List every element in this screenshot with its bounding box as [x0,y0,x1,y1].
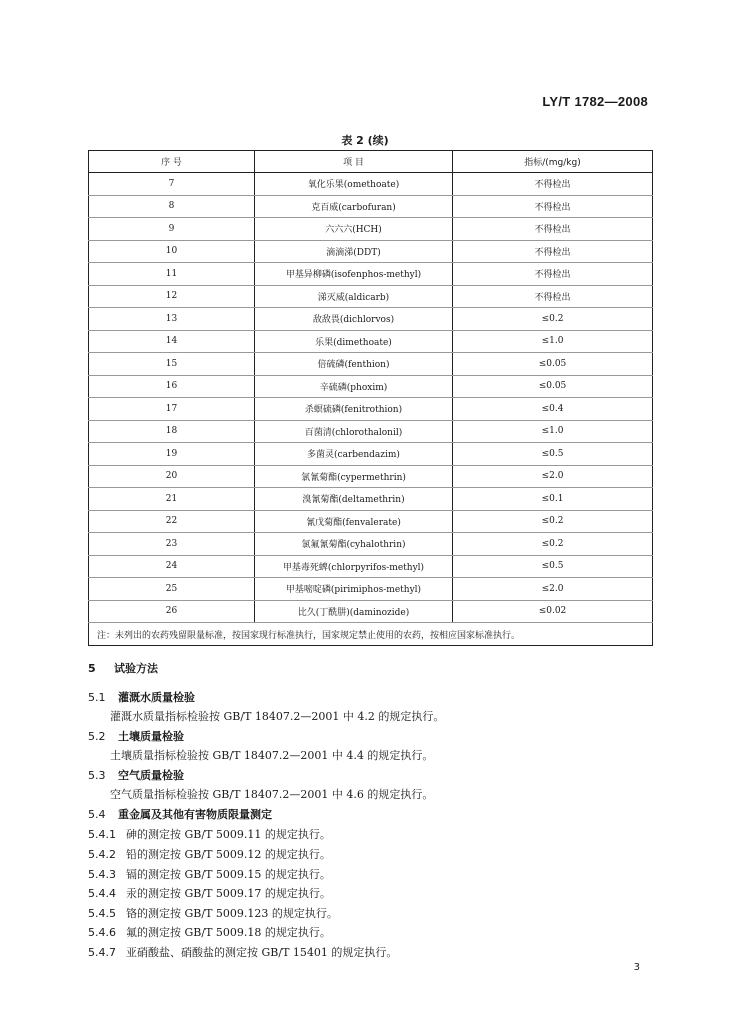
cell-number: 22 [89,510,255,533]
table-row [89,465,653,488]
cell-limit: 不得检出 [453,173,653,196]
cell-limit: ≤0.5 [453,443,653,466]
residue-limits-table [88,150,653,646]
cell-number: 15 [89,353,255,376]
cell-limit: 不得检出 [453,195,653,218]
section-text: 铬的测定按 GB/T 5009.123 的规定执行。 [126,907,338,920]
table-row [89,240,653,263]
cell-limit: ≤0.1 [453,488,653,511]
cell-number: 26 [89,600,255,623]
section-5-2-heading [88,728,184,744]
section-number: 5.4.6 [88,926,116,939]
cell-number: 11 [89,263,255,286]
table-row [89,330,653,353]
table-row [89,398,653,421]
table-row [89,195,653,218]
section-title: 空气质量检验 [118,769,184,782]
cell-limit: ≤2.0 [453,465,653,488]
cell-limit: ≤0.05 [453,375,653,398]
column-header-limit: 指标/(mg/kg) [453,151,653,173]
section-text: 汞的测定按 GB/T 5009.17 的规定执行。 [126,887,331,900]
cell-number: 20 [89,465,255,488]
section-5-4-6 [88,924,331,940]
section-5-4-7 [88,944,397,960]
cell-number: 21 [89,488,255,511]
section-text: 氟的测定按 GB/T 5009.18 的规定执行。 [126,926,331,939]
section-number: 5 [88,662,96,675]
cell-number: 23 [89,533,255,556]
section-number: 5.4.3 [88,868,116,881]
cell-number: 18 [89,420,255,443]
table-row [89,285,653,308]
section-number: 5.4 [88,808,106,821]
table-row [89,173,653,196]
table-row [89,488,653,511]
table-row [89,578,653,601]
cell-number: 8 [89,195,255,218]
cell-item: 敌敌畏(dichlorvos) [255,308,453,331]
table-caption: 表 2 (续) [341,134,389,147]
section-5-1-heading [88,689,195,705]
cell-item: 比久(丁酰肼)(daminozide) [255,600,453,623]
section-5-3-text: 空气质量指标检验按 GB/T 18407.2—2001 中 4.6 的规定执行。 [110,788,434,801]
section-title: 重金属及其他有害物质限量测定 [118,808,272,821]
section-5-4-1 [88,826,331,842]
table-row [89,510,653,533]
cell-number: 7 [89,173,255,196]
cell-limit: 不得检出 [453,285,653,308]
section-text: 镉的测定按 GB/T 5009.15 的规定执行。 [126,868,331,881]
cell-item: 甲基异柳磷(isofenphos-methyl) [255,263,453,286]
section-number: 5.4.5 [88,907,116,920]
section-5-2-text: 土壤质量指标检验按 GB/T 18407.2—2001 中 4.4 的规定执行。 [110,749,434,762]
cell-limit: 不得检出 [453,263,653,286]
cell-limit: ≤1.0 [453,330,653,353]
section-number: 5.4.1 [88,828,116,841]
standard-code: LY/T 1782—2008 [542,94,648,109]
section-5-4-heading [88,806,272,822]
table-note-row [89,623,653,646]
section-5-heading [88,660,158,676]
table-row [89,533,653,556]
section-number: 5.4.2 [88,848,116,861]
cell-item: 杀螟硫磷(fenitrothion) [255,398,453,421]
section-title: 土壤质量检验 [118,730,184,743]
table-row [89,420,653,443]
cell-item: 辛硫磷(phoxim) [255,375,453,398]
page-number: 3 [633,962,640,973]
section-number: 5.4.7 [88,946,116,959]
cell-limit: ≤0.2 [453,533,653,556]
cell-limit: ≤0.2 [453,308,653,331]
table-row [89,600,653,623]
cell-item: 氧化乐果(omethoate) [255,173,453,196]
cell-limit: 不得检出 [453,218,653,241]
table-row [89,375,653,398]
cell-number: 13 [89,308,255,331]
cell-number: 16 [89,375,255,398]
table-row [89,308,653,331]
table-row [89,353,653,376]
cell-number: 24 [89,555,255,578]
table-row [89,218,653,241]
cell-number: 19 [89,443,255,466]
cell-limit: 不得检出 [453,240,653,263]
cell-limit: ≤0.02 [453,600,653,623]
column-header-item: 项 目 [255,151,453,173]
cell-item: 氯氟氰菊酯(cyhalothrin) [255,533,453,556]
section-title: 试验方法 [114,662,158,675]
cell-number: 25 [89,578,255,601]
column-header-no: 序 号 [89,151,255,173]
cell-limit: ≤2.0 [453,578,653,601]
cell-limit: ≤0.5 [453,555,653,578]
section-5-3-heading [88,767,184,783]
section-5-4-3 [88,866,331,882]
section-5-4-4 [88,885,331,901]
cell-item: 氰戊菊酯(fenvalerate) [255,510,453,533]
cell-number: 12 [89,285,255,308]
section-text: 砷的测定按 GB/T 5009.11 的规定执行。 [126,828,331,841]
table-body [89,173,653,623]
cell-item: 甲基嘧啶磷(pirimiphos-methyl) [255,578,453,601]
section-number: 5.4.4 [88,887,116,900]
cell-item: 百菌清(chlorothalonil) [255,420,453,443]
cell-item: 倍硫磷(fenthion) [255,353,453,376]
cell-item: 涕灭威(aldicarb) [255,285,453,308]
cell-item: 溴氰菊酯(deltamethrin) [255,488,453,511]
section-5-4-2 [88,846,331,862]
cell-number: 10 [89,240,255,263]
cell-limit: ≤0.2 [453,510,653,533]
table-row [89,263,653,286]
table-row [89,555,653,578]
section-5-4-5 [88,905,338,921]
cell-limit: ≤1.0 [453,420,653,443]
cell-item: 氯氰菊酯(cypermethrin) [255,465,453,488]
cell-item: 乐果(dimethoate) [255,330,453,353]
cell-item: 六六六(HCH) [255,218,453,241]
cell-item: 滴滴涕(DDT) [255,240,453,263]
section-title: 灌溉水质量检验 [118,691,195,704]
cell-limit: ≤0.4 [453,398,653,421]
section-text: 亚硝酸盐、硝酸盐的测定按 GB/T 15401 的规定执行。 [126,946,398,959]
section-number: 5.1 [88,691,106,704]
table-row [89,443,653,466]
section-number: 5.2 [88,730,106,743]
cell-limit: ≤0.05 [453,353,653,376]
cell-number: 17 [89,398,255,421]
cell-item: 克百威(carbofuran) [255,195,453,218]
cell-item: 甲基毒死蜱(chlorpyrifos-methyl) [255,555,453,578]
table-header-row [89,151,653,173]
section-5-1-text: 灌溉水质量指标检验按 GB/T 18407.2—2001 中 4.2 的规定执行。 [110,710,445,723]
section-number: 5.3 [88,769,106,782]
cell-item: 多菌灵(carbendazim) [255,443,453,466]
section-text: 铅的测定按 GB/T 5009.12 的规定执行。 [126,848,331,861]
table-note: 注：未列出的农药残留限量标准，按国家现行标准执行，国家规定禁止使用的农药，按相应国家标准执行。 [89,623,653,646]
cell-number: 14 [89,330,255,353]
cell-number: 9 [89,218,255,241]
